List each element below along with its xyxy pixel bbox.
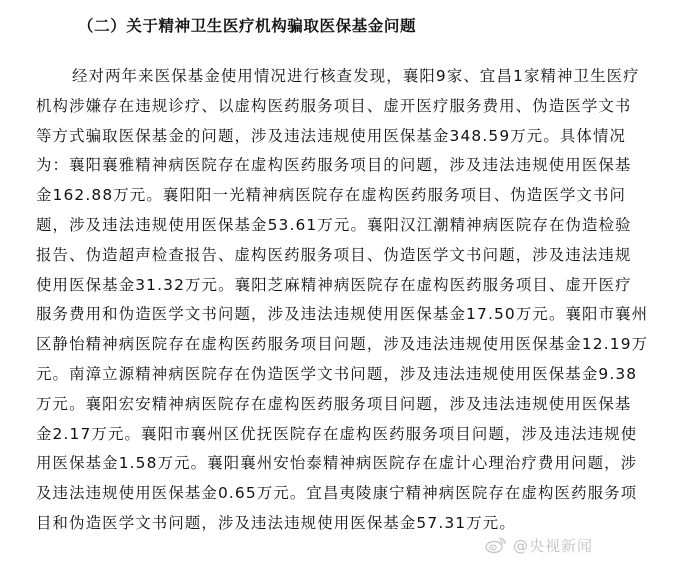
paragraph-line: 使用医保基金31.32万元。襄阳芝麻精神病医院存在虚构医药服务项目、虚开医疗 [36,275,632,294]
paragraph-line: 服务费用和伪造医学文书问题，涉及违法违规使用医保基金17.50万元。襄阳市襄州 [36,305,649,324]
paragraph-line: 金2.17万元。襄阳市襄州区优抚医院存在虚构医药服务项目问题，涉及违法违规使 [36,424,638,443]
paragraph-line: 为：襄阳襄雅精神病医院存在虚构医药服务项目的问题，涉及违法违规使用医保基 [36,156,632,175]
paragraph-line: 区静怡精神病医院存在虚构医药服务项目问题，涉及违法违规使用医保基金12.19万 [36,335,649,354]
paragraph-line: 题，涉及违法违规使用医保基金53.61万元。襄阳汉江潮精神病医院存在伪造检验 [36,215,632,234]
paragraph-line: 报告、伪造超声检查报告、虚构医药服务项目、伪造医学文书问题，涉及违法违规 [36,245,632,264]
weibo-icon [485,536,507,554]
paragraph-line: 及违法违规使用医保基金0.65万元。宜昌夷陵康宁精神病医院存在虚构医药服务项 [36,484,638,503]
paragraph-line: 机构涉嫌存在违规诊疗、以虚构医药服务项目、虚开医疗服务费用、伪造医学文书 [36,96,632,115]
body-paragraph [36,62,666,539]
paragraph-line: 目和伪造医学文书问题，涉及违法违规使用医保基金57.31万元。 [36,513,516,532]
paragraph-line: 用医保基金1.58万元。襄阳襄州安怡泰精神病医院存在虚计心理治疗费用问题，涉 [36,454,638,473]
paragraph-line: 经对两年来医保基金使用情况进行核查发现，襄阳9家、宜昌1家精神卫生医疗 [72,67,640,85]
paragraph-line: 金162.88万元。襄阳阳一光精神病医院存在虚构医药服务项目、伪造医学文书问 [36,186,627,205]
watermark [485,532,593,558]
paragraph-line: 万元。襄阳宏安精神病医院存在虚构医药服务项目问题，涉及违法违规使用医保基 [36,394,632,413]
watermark-text: @央视新闻 [513,536,594,555]
paragraph-line: 元。南漳立源精神病医院存在伪造医学文书问题，涉及违法违规使用医保基金9.38 [36,364,638,383]
paragraph-line: 等方式骗取医保基金的问题，涉及违法违规使用医保基金348.59万元。具体情况 [36,126,627,145]
section-heading: （二）关于精神卫生医疗机构骗取医保基金问题 [78,17,417,35]
